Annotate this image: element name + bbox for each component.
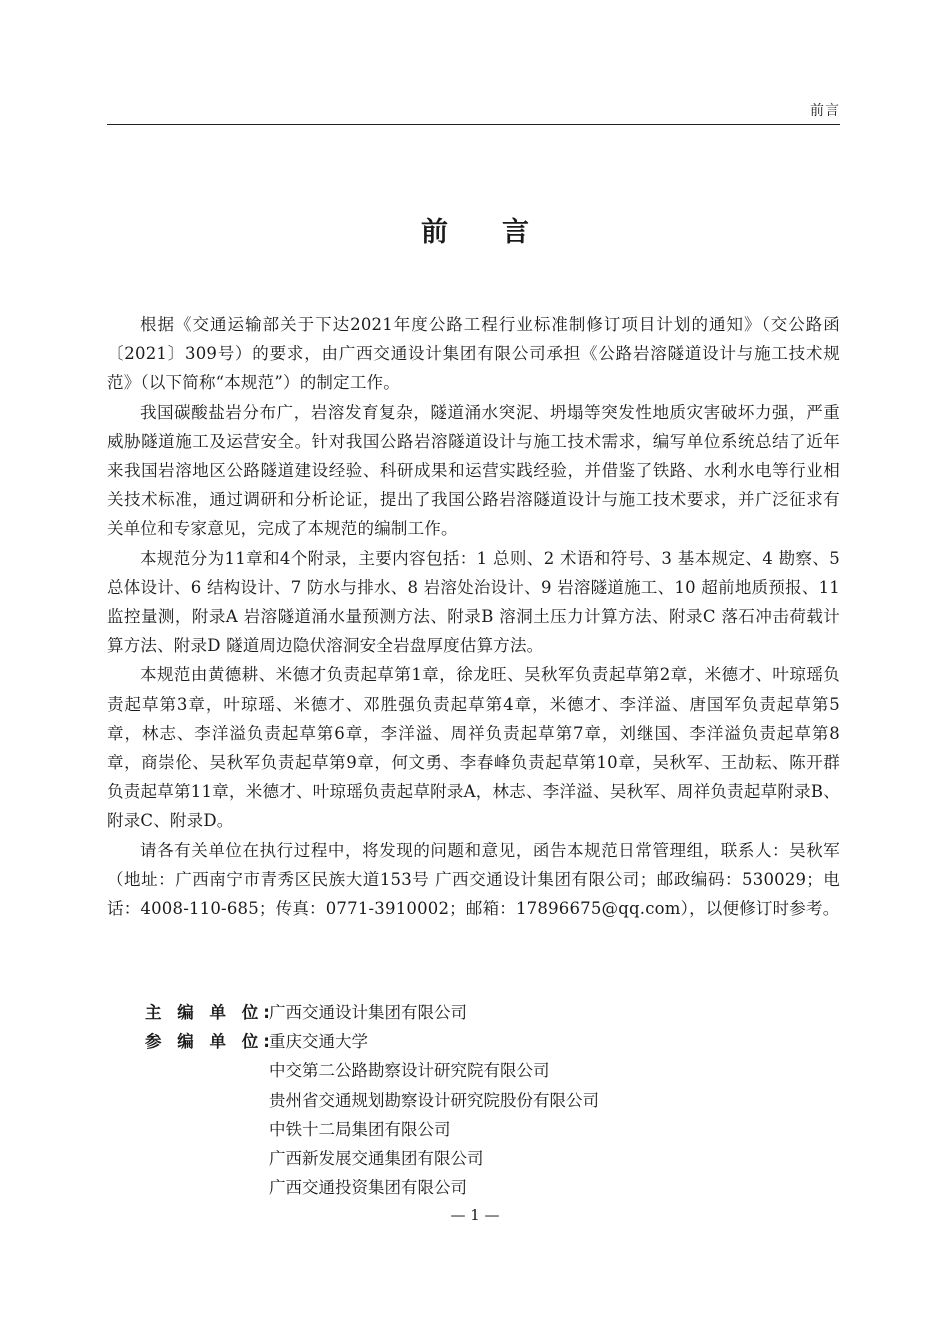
participating-unit: 广西交通投资集团有限公司 bbox=[269, 1178, 467, 1198]
paragraph-contents: 本规范分为11章和4个附录，主要内容包括：1 总则、2 术语和符号、3 基本规定、4 勘察、5 总体设计、6 结构设计、7 防水与排水、8 岩溶处治设计、9 岩溶隧道施工、10 超前地质预报、11 监控量测，附录A 岩溶隧道涌水量预测方法、附录B 溶洞土压力计算方法、附录C 落石冲击荷载计算方法、附录D 隧道周边隐伏溶洞安全岩盘厚度估算方法。 bbox=[107, 548, 840, 656]
participating-unit: 重庆交通大学 bbox=[269, 1032, 368, 1052]
participating-units-label: 参 编 单 位: bbox=[145, 1032, 270, 1052]
page-title: 前言 bbox=[421, 217, 583, 248]
paragraph-drafters: 本规范由黄德耕、米德才负责起草第1章，徐龙旺、吴秋军负责起草第2章，米德才、叶琼瑶负责起草第3章，叶琼瑶、米德才、邓胜强负责起草第4章，米德才、李洋溢、唐国军负责起草第5章，林志、李洋溢负责起草第6章，李洋溢、周祥负责起草第7章，刘继国、李洋溢负责起草第8章，商崇伦、吴秋军负责起草第9章，何文勇、李春峰负责起草第10章，吴秋军、王劼耘、陈开群负责起草第11章，米德才、叶琼瑶负责起草附录A，林志、李洋溢、吴秋军、周祥负责起草附录B、附录C、附录D。 bbox=[107, 665, 840, 831]
page-number: — 1 — bbox=[450, 1206, 500, 1224]
paragraph-background: 我国碳酸盐岩分布广，岩溶发育复杂，隧道涌水突泥、坍塌等突发性地质灾害破坏力强，严重威胁隧道施工及运营安全。针对我国公路岩溶隧道设计与施工技术需求，编写单位系统总结了近年来我国岩溶地区公路隧道建设经验、科研成果和运营实践经验，并借鉴了铁路、水利水电等行业相关技术标准，通过调研和分析论证，提出了我国公路岩溶隧道设计与施工技术要求，并广泛征求有关单位和专家意见，完成了本规范的编制工作。 bbox=[107, 402, 840, 539]
chief-unit-name: 广西交通设计集团有限公司 bbox=[269, 1003, 467, 1022]
participating-unit: 中交第二公路勘察设计研究院有限公司 bbox=[269, 1061, 550, 1081]
running-header bbox=[107, 98, 840, 125]
running-header-title: 前言 bbox=[810, 103, 840, 119]
paragraph-contact: 请各有关单位在执行过程中，将发现的问题和意见，函告本规范日常管理组，联系人：吴秋军（地址：广西南宁市青秀区民族大道153号 广西交通设计集团有限公司；邮政编码：530029；电话：4008-110-685；传真：0771-3910002；邮箱：17896675@qq.com），以便修订时参考。 bbox=[107, 840, 840, 919]
chief-unit-row bbox=[145, 998, 845, 1027]
paragraph-basis: 根据《交通运输部关于下达2021年度公路工程行业标准制修订项目计划的通知》（交公路函〔2021〕309号）的要求，由广西交通设计集团有限公司承担《公路岩溶隧道设计与施工技术规范》（以下简称“本规范”）的制定工作。 bbox=[107, 315, 840, 393]
participating-unit: 中铁十二局集团有限公司 bbox=[269, 1119, 451, 1139]
editor-units bbox=[145, 998, 845, 1202]
body-text bbox=[107, 310, 840, 923]
participating-unit: 贵州省交通规划勘察设计研究院股份有限公司 bbox=[269, 1090, 599, 1110]
chief-unit-label: 主 编 单 位: bbox=[145, 1003, 270, 1022]
participating-units-list bbox=[269, 1027, 599, 1202]
participating-unit: 广西新发展交通集团有限公司 bbox=[269, 1149, 484, 1169]
participating-units-row bbox=[145, 1027, 845, 1202]
